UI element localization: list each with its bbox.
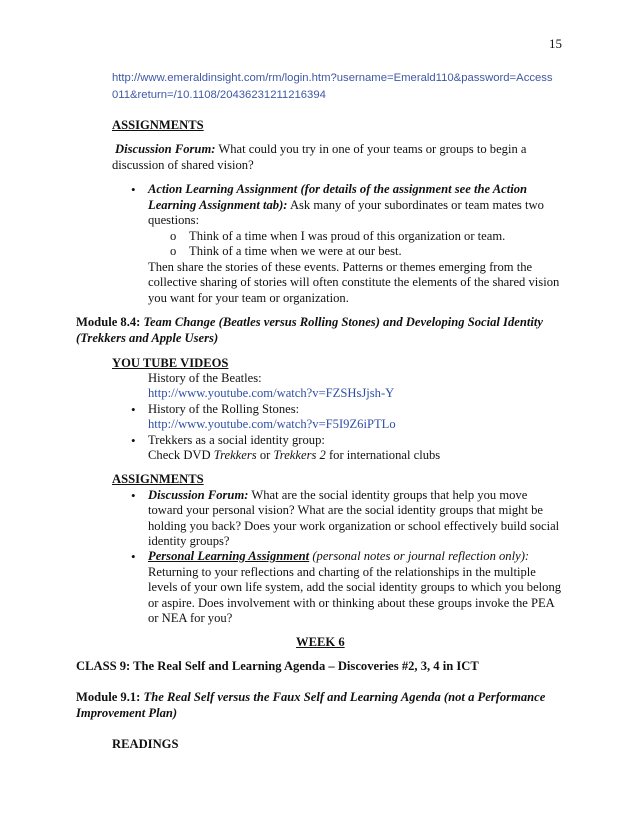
pla-text-1: Returning to your reflections and charting of the relationships in the multiple <box>148 565 536 579</box>
trekkers-title-2: Trekkers 2 <box>273 448 326 462</box>
module-84-title-line-1 <box>76 315 543 331</box>
action-label-1: Action Learning Assignment (for details of the assignment see the Action <box>148 182 528 196</box>
module-91-prefix: Module 9.1: <box>76 690 144 704</box>
beatles-label: History of the Beatles: <box>148 371 262 385</box>
module-84-title-1: Team Change (Beatles versus Rolling Stones) and Developing Social Identity <box>143 315 543 329</box>
trekkers-or: or <box>256 448 274 462</box>
bullet-icon: • <box>131 549 136 564</box>
sub-item-1: Think of a time when I was proud of this organization or team. <box>189 229 506 243</box>
forum-2-text-2: toward your personal vision? What are the social identity groups that might be <box>148 503 543 517</box>
trekkers-post: for international clubs <box>325 448 441 462</box>
pla-text-4: or NEA for you? <box>148 611 233 625</box>
class-9-heading: CLASS 9: The Real Self and Learning Agenda – Discoveries #2, 3, 4 in ICT <box>76 659 479 673</box>
assignments-heading-1: ASSIGNMENTS <box>112 118 204 132</box>
sub-marker-icon: o <box>170 244 177 258</box>
bullet-icon: • <box>131 402 136 417</box>
stones-label: History of the Rolling Stones: <box>148 402 300 416</box>
trekkers-title-1: Trekkers <box>213 448 257 462</box>
action-text-3: questions: <box>148 213 200 227</box>
page-number: 15 <box>549 36 562 51</box>
sub-item-2: Think of a time when we were at our best. <box>189 244 402 258</box>
module-91-title-1: The Real Self versus the Faux Self and Learning Agenda (not a Performance <box>143 690 546 704</box>
pla-label: Personal Learning Assignment <box>148 549 310 563</box>
assignments-heading-2: ASSIGNMENTS <box>112 472 204 486</box>
action-para-1: Then share the stories of these events. Patterns or themes emerging from the <box>148 260 533 274</box>
pla-line-1 <box>148 549 529 565</box>
module-84-title-2: (Trekkers and Apple Users) <box>76 331 219 345</box>
forum-label: Discussion Forum: <box>115 142 216 156</box>
bullet-icon: • <box>131 488 136 503</box>
week-heading: WEEK 6 <box>296 635 345 649</box>
sub-marker-icon: o <box>170 229 177 243</box>
pla-note: (personal notes or journal reflection only): <box>309 549 530 563</box>
trekkers-pre: Check DVD <box>148 448 214 462</box>
beatles-link[interactable]: http://www.youtube.com/watch?v=FZSHsJjsh-Y <box>148 386 395 400</box>
action-line-2 <box>148 198 544 214</box>
emerald-url-line-2[interactable]: 011&return=/10.1108/20436231211216394 <box>112 89 326 101</box>
module-91-title-line-1 <box>76 690 545 706</box>
pla-text-2: levels of your own life system, add the social identity groups to which you belong <box>148 580 562 594</box>
action-para-3: you want for your team or organization. <box>148 291 349 305</box>
forum-line-1 <box>115 142 527 158</box>
forum-2-line-1 <box>148 488 527 504</box>
forum-text-1: What could you try in one of your teams or groups to begin a <box>215 142 527 156</box>
readings-heading: READINGS <box>112 737 179 751</box>
bullet-icon: • <box>131 433 136 448</box>
forum-2-text-1: What are the social identity groups that help you move <box>248 488 528 502</box>
emerald-url-line-1[interactable]: http://www.emeraldinsight.com/rm/login.htm?username=Emerald110&password=Access <box>112 72 553 84</box>
action-text-2: Ask many of your subordinates or team mates two <box>287 198 544 212</box>
forum-2-text-4: identity groups? <box>148 534 230 548</box>
module-91-title-2: Improvement Plan) <box>76 706 178 720</box>
youtube-heading: YOU TUBE VIDEOS <box>112 356 229 370</box>
forum-2-text-3: holding you back? Does your work organization or school effectively build social <box>148 519 560 533</box>
module-84-prefix: Module 8.4: <box>76 315 144 329</box>
action-label-2: Learning Assignment tab): <box>148 198 288 212</box>
forum-2-label: Discussion Forum: <box>148 488 249 502</box>
stones-link[interactable]: http://www.youtube.com/watch?v=F5I9Z6iPTLo <box>148 417 396 431</box>
trekkers-text <box>148 448 440 464</box>
pla-text-3: or aspire. Does involvement with or thinking about these groups invoke the PEA <box>148 596 555 610</box>
trekkers-label: Trekkers as a social identity group: <box>148 433 325 447</box>
forum-line-2: discussion of shared vision? <box>112 158 254 172</box>
action-para-2: collective sharing of stories will often constitute the elements of the shared vision <box>148 275 560 289</box>
bullet-icon: • <box>131 182 136 197</box>
